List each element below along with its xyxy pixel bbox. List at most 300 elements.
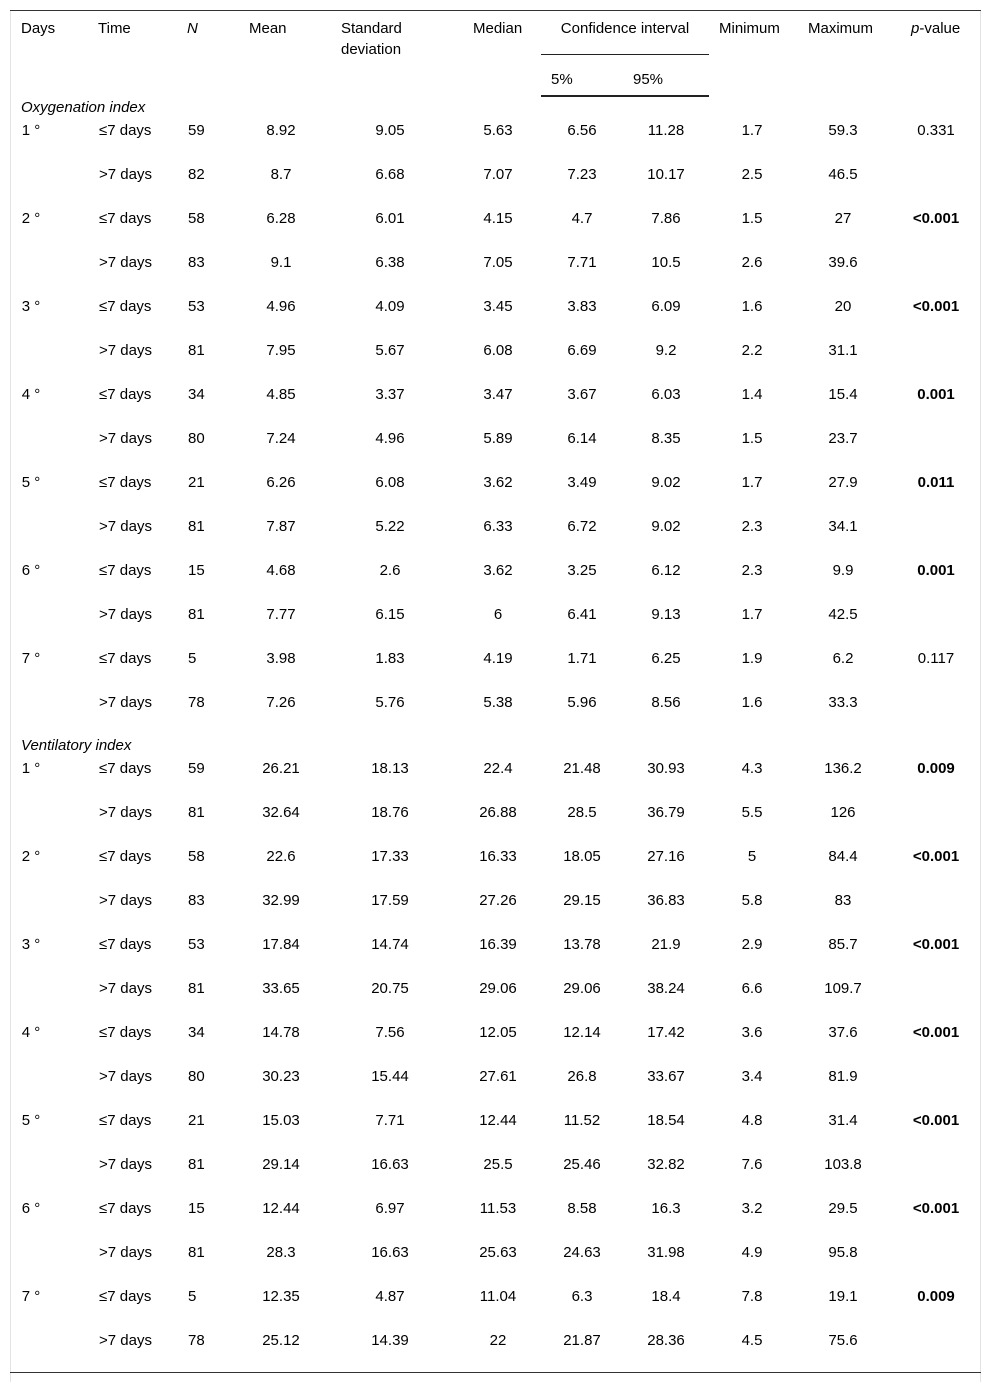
cell-ci-95: 21.9 xyxy=(651,935,681,953)
cell-standard-deviation: 6.38 xyxy=(375,253,405,271)
cell-time: ≤7 days xyxy=(99,1287,152,1305)
cell-p-value: 0.331 xyxy=(917,121,955,139)
cell-mean: 17.84 xyxy=(262,935,300,953)
cell-n: 15 xyxy=(188,561,205,579)
cell-ci-5: 11.52 xyxy=(563,1111,601,1129)
cell-median: 12.44 xyxy=(479,1111,517,1129)
cell-standard-deviation: 5.67 xyxy=(375,341,405,359)
cell-standard-deviation: 1.83 xyxy=(375,649,405,667)
cell-day: 5 ° xyxy=(21,473,41,491)
cell-maximum: 126 xyxy=(830,803,856,821)
cell-n: 81 xyxy=(188,1243,205,1261)
cell-minimum: 1.5 xyxy=(741,429,763,447)
cell-p-value: 0.011 xyxy=(917,473,955,491)
cell-time: >7 days xyxy=(99,429,152,447)
cell-median: 3.62 xyxy=(483,561,513,579)
cell-maximum: 31.4 xyxy=(828,1111,858,1129)
cell-day xyxy=(10,163,98,207)
cell-standard-deviation: 17.33 xyxy=(371,847,409,865)
cell-maximum: 37.6 xyxy=(828,1023,858,1041)
cell-ci-5: 3.49 xyxy=(567,473,597,491)
table-row xyxy=(10,559,981,603)
cell-maximum: 31.1 xyxy=(828,341,858,359)
cell-minimum: 1.5 xyxy=(741,209,763,227)
cell-n: 53 xyxy=(188,935,205,953)
cell-time: ≤7 days xyxy=(99,935,152,953)
cell-maximum: 9.9 xyxy=(832,561,854,579)
cell-mean: 9.1 xyxy=(270,253,292,271)
cell-time: ≤7 days xyxy=(99,1111,152,1129)
cell-standard-deviation: 6.97 xyxy=(375,1199,405,1217)
cell-time: ≤7 days xyxy=(99,385,152,403)
cell-median: 25.5 xyxy=(483,1155,513,1173)
cell-ci-95: 9.02 xyxy=(651,473,681,491)
cell-time: >7 days xyxy=(99,1155,152,1173)
cell-n: 81 xyxy=(188,605,205,623)
cell-n: 80 xyxy=(188,429,205,447)
cell-median: 11.53 xyxy=(479,1199,517,1217)
cell-time: >7 days xyxy=(99,341,152,359)
cell-ci-95: 7.86 xyxy=(651,209,681,227)
cell-n: 59 xyxy=(188,759,205,777)
cell-mean: 8.7 xyxy=(270,165,292,183)
cell-standard-deviation: 4.96 xyxy=(375,429,405,447)
table-row xyxy=(10,383,981,427)
cell-ci-5: 6.56 xyxy=(567,121,597,139)
cell-n: 34 xyxy=(188,385,205,403)
cell-n: 21 xyxy=(188,1111,205,1129)
table-row xyxy=(10,1065,981,1109)
cell-time: ≤7 days xyxy=(99,649,152,667)
cell-standard-deviation: 15.44 xyxy=(371,1067,409,1085)
cell-ci-5: 3.25 xyxy=(567,561,597,579)
cell-ci-5: 21.48 xyxy=(563,759,601,777)
cell-mean: 4.68 xyxy=(266,561,296,579)
cell-standard-deviation: 7.71 xyxy=(375,1111,405,1129)
cell-ci-95: 6.09 xyxy=(651,297,681,315)
cell-ci-5: 8.58 xyxy=(567,1199,597,1217)
cell-minimum: 1.7 xyxy=(741,473,763,491)
cell-day xyxy=(10,515,98,559)
cell-n: 81 xyxy=(188,517,205,535)
cell-ci-5: 18.05 xyxy=(563,847,601,865)
cell-time: ≤7 days xyxy=(99,1023,152,1041)
cell-day xyxy=(10,1329,98,1373)
section-title: Ventilatory index xyxy=(21,736,132,754)
cell-median: 3.62 xyxy=(483,473,513,491)
cell-day: 1 ° xyxy=(21,759,41,777)
cell-n: 80 xyxy=(188,1067,205,1085)
cell-p-value xyxy=(891,603,981,647)
cell-maximum: 42.5 xyxy=(828,605,858,623)
cell-maximum: 85.7 xyxy=(828,935,858,953)
cell-median: 4.19 xyxy=(483,649,513,667)
cell-mean: 28.3 xyxy=(266,1243,296,1261)
table-header xyxy=(10,11,981,96)
cell-ci-95: 9.2 xyxy=(655,341,677,359)
cell-n: 5 xyxy=(188,1287,197,1305)
table-row xyxy=(10,1109,981,1153)
cell-mean: 7.95 xyxy=(266,341,296,359)
cell-maximum: 6.2 xyxy=(832,649,854,667)
cell-n: 21 xyxy=(188,473,205,491)
cell-mean: 14.78 xyxy=(262,1023,300,1041)
cell-day xyxy=(10,427,98,471)
cell-minimum: 3.2 xyxy=(741,1199,763,1217)
cell-time: ≤7 days xyxy=(99,209,152,227)
cell-n: 81 xyxy=(188,803,205,821)
cell-maximum: 109.7 xyxy=(824,979,862,997)
cell-day: 4 ° xyxy=(21,1023,41,1041)
cell-p-value: <0.001 xyxy=(912,209,960,227)
cell-median: 6.08 xyxy=(483,341,513,359)
cell-maximum: 136.2 xyxy=(824,759,862,777)
cell-p-value: <0.001 xyxy=(912,297,960,315)
cell-n: 53 xyxy=(188,297,205,315)
cell-standard-deviation: 14.39 xyxy=(371,1331,409,1349)
cell-time: ≤7 days xyxy=(99,847,152,865)
cell-day: 3 ° xyxy=(21,935,41,953)
cell-ci-5: 3.83 xyxy=(567,297,597,315)
cell-ci-95: 32.82 xyxy=(647,1155,685,1173)
cell-median: 11.04 xyxy=(479,1287,517,1305)
cell-minimum: 5 xyxy=(747,847,757,865)
table-row xyxy=(10,1285,981,1329)
cell-median: 29.06 xyxy=(479,979,517,997)
table-row xyxy=(10,207,981,251)
table-row xyxy=(10,603,981,647)
cell-time: >7 days xyxy=(99,1331,152,1349)
table-row xyxy=(10,845,981,889)
cell-time: ≤7 days xyxy=(99,297,152,315)
cell-time: >7 days xyxy=(99,165,152,183)
cell-minimum: 3.4 xyxy=(741,1067,763,1085)
cell-day: 7 ° xyxy=(21,1287,41,1305)
cell-time: >7 days xyxy=(99,605,152,623)
cell-minimum: 5.5 xyxy=(741,803,763,821)
cell-standard-deviation: 14.74 xyxy=(371,935,409,953)
cell-p-value xyxy=(891,691,981,735)
cell-p-value: <0.001 xyxy=(912,847,960,865)
cell-ci-95: 8.35 xyxy=(651,429,681,447)
cell-median: 12.05 xyxy=(479,1023,517,1041)
cell-day xyxy=(10,977,98,1021)
cell-ci-95: 9.13 xyxy=(651,605,681,623)
cell-median: 5.89 xyxy=(483,429,513,447)
table-row xyxy=(10,647,981,691)
cell-n: 15 xyxy=(188,1199,205,1217)
cell-time: >7 days xyxy=(99,1243,152,1261)
cell-median: 6.33 xyxy=(483,517,513,535)
cell-time: ≤7 days xyxy=(99,473,152,491)
table-row xyxy=(10,889,981,933)
cell-mean: 29.14 xyxy=(262,1155,300,1173)
cell-ci-5: 6.14 xyxy=(567,429,597,447)
cell-standard-deviation: 3.37 xyxy=(375,385,405,403)
cell-maximum: 83 xyxy=(834,891,852,909)
cell-n: 82 xyxy=(188,165,205,183)
cell-day xyxy=(10,801,98,845)
header-confidence-interval xyxy=(541,11,709,63)
cell-ci-95: 9.02 xyxy=(651,517,681,535)
cell-ci-95: 11.28 xyxy=(647,121,685,139)
cell-n: 83 xyxy=(188,253,205,271)
cell-p-value: 0.009 xyxy=(917,1287,955,1305)
cell-standard-deviation: 4.09 xyxy=(375,297,405,315)
cell-standard-deviation: 16.63 xyxy=(371,1243,409,1261)
cell-ci-95: 6.25 xyxy=(651,649,681,667)
table-row xyxy=(10,295,981,339)
cell-minimum: 7.6 xyxy=(741,1155,763,1173)
cell-ci-95: 10.17 xyxy=(647,165,685,183)
cell-minimum: 2.3 xyxy=(741,517,763,535)
cell-day: 2 ° xyxy=(21,209,41,227)
cell-mean: 4.96 xyxy=(266,297,296,315)
cell-day: 7 ° xyxy=(21,649,41,667)
cell-maximum: 81.9 xyxy=(828,1067,858,1085)
cell-minimum: 1.6 xyxy=(741,693,763,711)
cell-n: 81 xyxy=(188,1155,205,1173)
cell-ci-95: 36.79 xyxy=(647,803,685,821)
cell-mean: 30.23 xyxy=(262,1067,300,1085)
cell-maximum: 34.1 xyxy=(828,517,858,535)
cell-time: >7 days xyxy=(99,517,152,535)
cell-maximum: 84.4 xyxy=(828,847,858,865)
table-row xyxy=(10,801,981,845)
cell-minimum: 1.6 xyxy=(741,297,763,315)
cell-mean: 25.12 xyxy=(262,1331,300,1349)
cell-ci-95: 17.42 xyxy=(647,1023,685,1041)
cell-median: 22.4 xyxy=(483,759,513,777)
header-p-italic: p xyxy=(911,20,920,37)
cell-maximum: 15.4 xyxy=(828,385,858,403)
cell-minimum: 1.7 xyxy=(741,605,763,623)
cell-maximum: 23.7 xyxy=(828,429,858,447)
cell-median: 27.26 xyxy=(479,891,517,909)
cell-day: 1 ° xyxy=(21,121,41,139)
cell-maximum: 33.3 xyxy=(828,693,858,711)
section-header-row xyxy=(10,96,981,119)
cell-time: >7 days xyxy=(99,803,152,821)
cell-maximum: 29.5 xyxy=(828,1199,858,1217)
cell-median: 4.15 xyxy=(483,209,513,227)
cell-time: >7 days xyxy=(99,1067,152,1085)
cell-p-value xyxy=(891,339,981,383)
cell-ci-5: 4.7 xyxy=(571,209,593,227)
cell-standard-deviation: 6.68 xyxy=(375,165,405,183)
cell-ci-5: 7.71 xyxy=(567,253,597,271)
cell-n: 81 xyxy=(188,979,205,997)
cell-minimum: 2.9 xyxy=(741,935,763,953)
header-minimum: Minimum xyxy=(719,20,780,37)
table-row xyxy=(10,757,981,801)
cell-time: >7 days xyxy=(99,979,152,997)
cell-maximum: 59.3 xyxy=(828,121,858,139)
cell-n: 34 xyxy=(188,1023,205,1041)
cell-p-value xyxy=(891,427,981,471)
cell-median: 26.88 xyxy=(479,803,517,821)
header-maximum: Maximum xyxy=(808,20,874,37)
cell-maximum: 27 xyxy=(834,209,852,227)
cell-time: ≤7 days xyxy=(99,759,152,777)
cell-minimum: 3.6 xyxy=(741,1023,763,1041)
cell-maximum: 46.5 xyxy=(828,165,858,183)
cell-mean: 15.03 xyxy=(262,1111,300,1129)
cell-maximum: 75.6 xyxy=(828,1331,858,1349)
cell-p-value xyxy=(891,1065,981,1109)
cell-day: 3 ° xyxy=(21,297,41,315)
cell-maximum: 27.9 xyxy=(828,473,858,491)
cell-standard-deviation: 7.56 xyxy=(375,1023,405,1041)
cell-standard-deviation: 9.05 xyxy=(375,121,405,139)
cell-day: 5 ° xyxy=(21,1111,41,1129)
cell-ci-5: 3.67 xyxy=(567,385,597,403)
cell-ci-5: 7.23 xyxy=(567,165,597,183)
cell-mean: 6.26 xyxy=(266,473,296,491)
cell-ci-5: 5.96 xyxy=(567,693,597,711)
header-p-rest: -value xyxy=(919,20,961,37)
cell-mean: 4.85 xyxy=(266,385,296,403)
cell-minimum: 2.2 xyxy=(741,341,763,359)
cell-minimum: 7.8 xyxy=(741,1287,763,1305)
cell-mean: 32.99 xyxy=(262,891,300,909)
cell-day: 4 ° xyxy=(21,385,41,403)
cell-ci-5: 6.3 xyxy=(571,1287,593,1305)
cell-day xyxy=(10,889,98,933)
cell-ci-95: 18.54 xyxy=(647,1111,685,1129)
cell-ci-95: 18.4 xyxy=(651,1287,681,1305)
cell-median: 16.33 xyxy=(479,847,517,865)
cell-minimum: 1.9 xyxy=(741,649,763,667)
cell-day xyxy=(10,691,98,735)
cell-p-value xyxy=(891,1329,981,1373)
header-n: N xyxy=(187,20,198,37)
table-row xyxy=(10,1021,981,1065)
cell-day xyxy=(10,251,98,295)
cell-n: 78 xyxy=(188,1331,205,1349)
cell-ci-5: 25.46 xyxy=(563,1155,601,1173)
cell-ci-95: 28.36 xyxy=(647,1331,685,1349)
cell-mean: 7.24 xyxy=(266,429,296,447)
cell-minimum: 5.8 xyxy=(741,891,763,909)
cell-n: 58 xyxy=(188,847,205,865)
cell-standard-deviation: 5.76 xyxy=(375,693,405,711)
cell-p-value xyxy=(891,163,981,207)
cell-p-value xyxy=(891,977,981,1021)
header-mean: Mean xyxy=(249,20,287,37)
cell-day xyxy=(10,1241,98,1285)
cell-time: ≤7 days xyxy=(99,561,152,579)
cell-ci-95: 36.83 xyxy=(647,891,685,909)
cell-median: 3.45 xyxy=(483,297,513,315)
cell-standard-deviation: 16.63 xyxy=(371,1155,409,1173)
cell-mean: 12.35 xyxy=(262,1287,300,1305)
header-days: Days xyxy=(21,20,56,37)
cell-minimum: 4.8 xyxy=(741,1111,763,1129)
cell-p-value xyxy=(891,1241,981,1285)
cell-mean: 8.92 xyxy=(266,121,296,139)
cell-ci-5: 13.78 xyxy=(563,935,601,953)
cell-maximum: 39.6 xyxy=(828,253,858,271)
header-ci-95: 95% xyxy=(623,63,709,96)
cell-ci-5: 29.06 xyxy=(563,979,601,997)
cell-ci-95: 31.98 xyxy=(647,1243,685,1261)
cell-ci-5: 6.69 xyxy=(567,341,597,359)
cell-median: 5.38 xyxy=(483,693,513,711)
cell-minimum: 4.9 xyxy=(741,1243,763,1261)
cell-p-value xyxy=(891,515,981,559)
table-row xyxy=(10,1241,981,1285)
cell-median: 25.63 xyxy=(479,1243,517,1261)
cell-minimum: 2.5 xyxy=(741,165,763,183)
cell-n: 83 xyxy=(188,891,205,909)
section-title: Oxygenation index xyxy=(21,98,146,116)
table-row xyxy=(10,515,981,559)
cell-minimum: 1.7 xyxy=(741,121,763,139)
confidence-interval-label: Confidence interval xyxy=(541,18,709,55)
table-row xyxy=(10,339,981,383)
cell-p-value: 0.009 xyxy=(917,759,955,777)
cell-p-value: 0.117 xyxy=(917,649,955,667)
cell-minimum: 2.6 xyxy=(741,253,763,271)
cell-standard-deviation: 20.75 xyxy=(371,979,409,997)
cell-p-value xyxy=(891,801,981,845)
cell-time: >7 days xyxy=(99,693,152,711)
cell-ci-95: 30.93 xyxy=(647,759,685,777)
cell-minimum: 2.3 xyxy=(741,561,763,579)
cell-ci-5: 28.5 xyxy=(567,803,597,821)
cell-day: 6 ° xyxy=(21,561,41,579)
cell-median: 16.39 xyxy=(479,935,517,953)
cell-ci-95: 10.5 xyxy=(651,253,681,271)
cell-p-value: <0.001 xyxy=(912,1023,960,1041)
cell-mean: 26.21 xyxy=(262,759,300,777)
cell-p-value: <0.001 xyxy=(912,1111,960,1129)
cell-standard-deviation: 5.22 xyxy=(375,517,405,535)
cell-ci-5: 24.63 xyxy=(563,1243,601,1261)
cell-day xyxy=(10,1153,98,1197)
statistics-table xyxy=(10,10,981,1373)
cell-median: 22 xyxy=(489,1331,507,1349)
cell-day xyxy=(10,1065,98,1109)
cell-ci-95: 8.56 xyxy=(651,693,681,711)
cell-mean: 6.28 xyxy=(266,209,296,227)
cell-time: ≤7 days xyxy=(99,1199,152,1217)
cell-maximum: 19.1 xyxy=(828,1287,858,1305)
cell-mean: 32.64 xyxy=(262,803,300,821)
cell-n: 78 xyxy=(188,693,205,711)
cell-time: >7 days xyxy=(99,891,152,909)
header-time: Time xyxy=(98,20,131,37)
table-row xyxy=(10,1153,981,1197)
cell-standard-deviation: 18.13 xyxy=(371,759,409,777)
cell-mean: 7.87 xyxy=(266,517,296,535)
table-row xyxy=(10,119,981,163)
cell-maximum: 20 xyxy=(834,297,852,315)
header-p-value xyxy=(891,11,981,96)
table-row xyxy=(10,427,981,471)
cell-ci-95: 27.16 xyxy=(647,847,685,865)
table-row xyxy=(10,251,981,295)
cell-ci-5: 29.15 xyxy=(563,891,601,909)
cell-mean: 22.6 xyxy=(266,847,296,865)
cell-standard-deviation: 17.59 xyxy=(371,891,409,909)
cell-mean: 3.98 xyxy=(266,649,296,667)
table-row xyxy=(10,471,981,515)
cell-n: 58 xyxy=(188,209,205,227)
cell-ci-5: 6.72 xyxy=(567,517,597,535)
cell-standard-deviation: 6.15 xyxy=(375,605,405,623)
